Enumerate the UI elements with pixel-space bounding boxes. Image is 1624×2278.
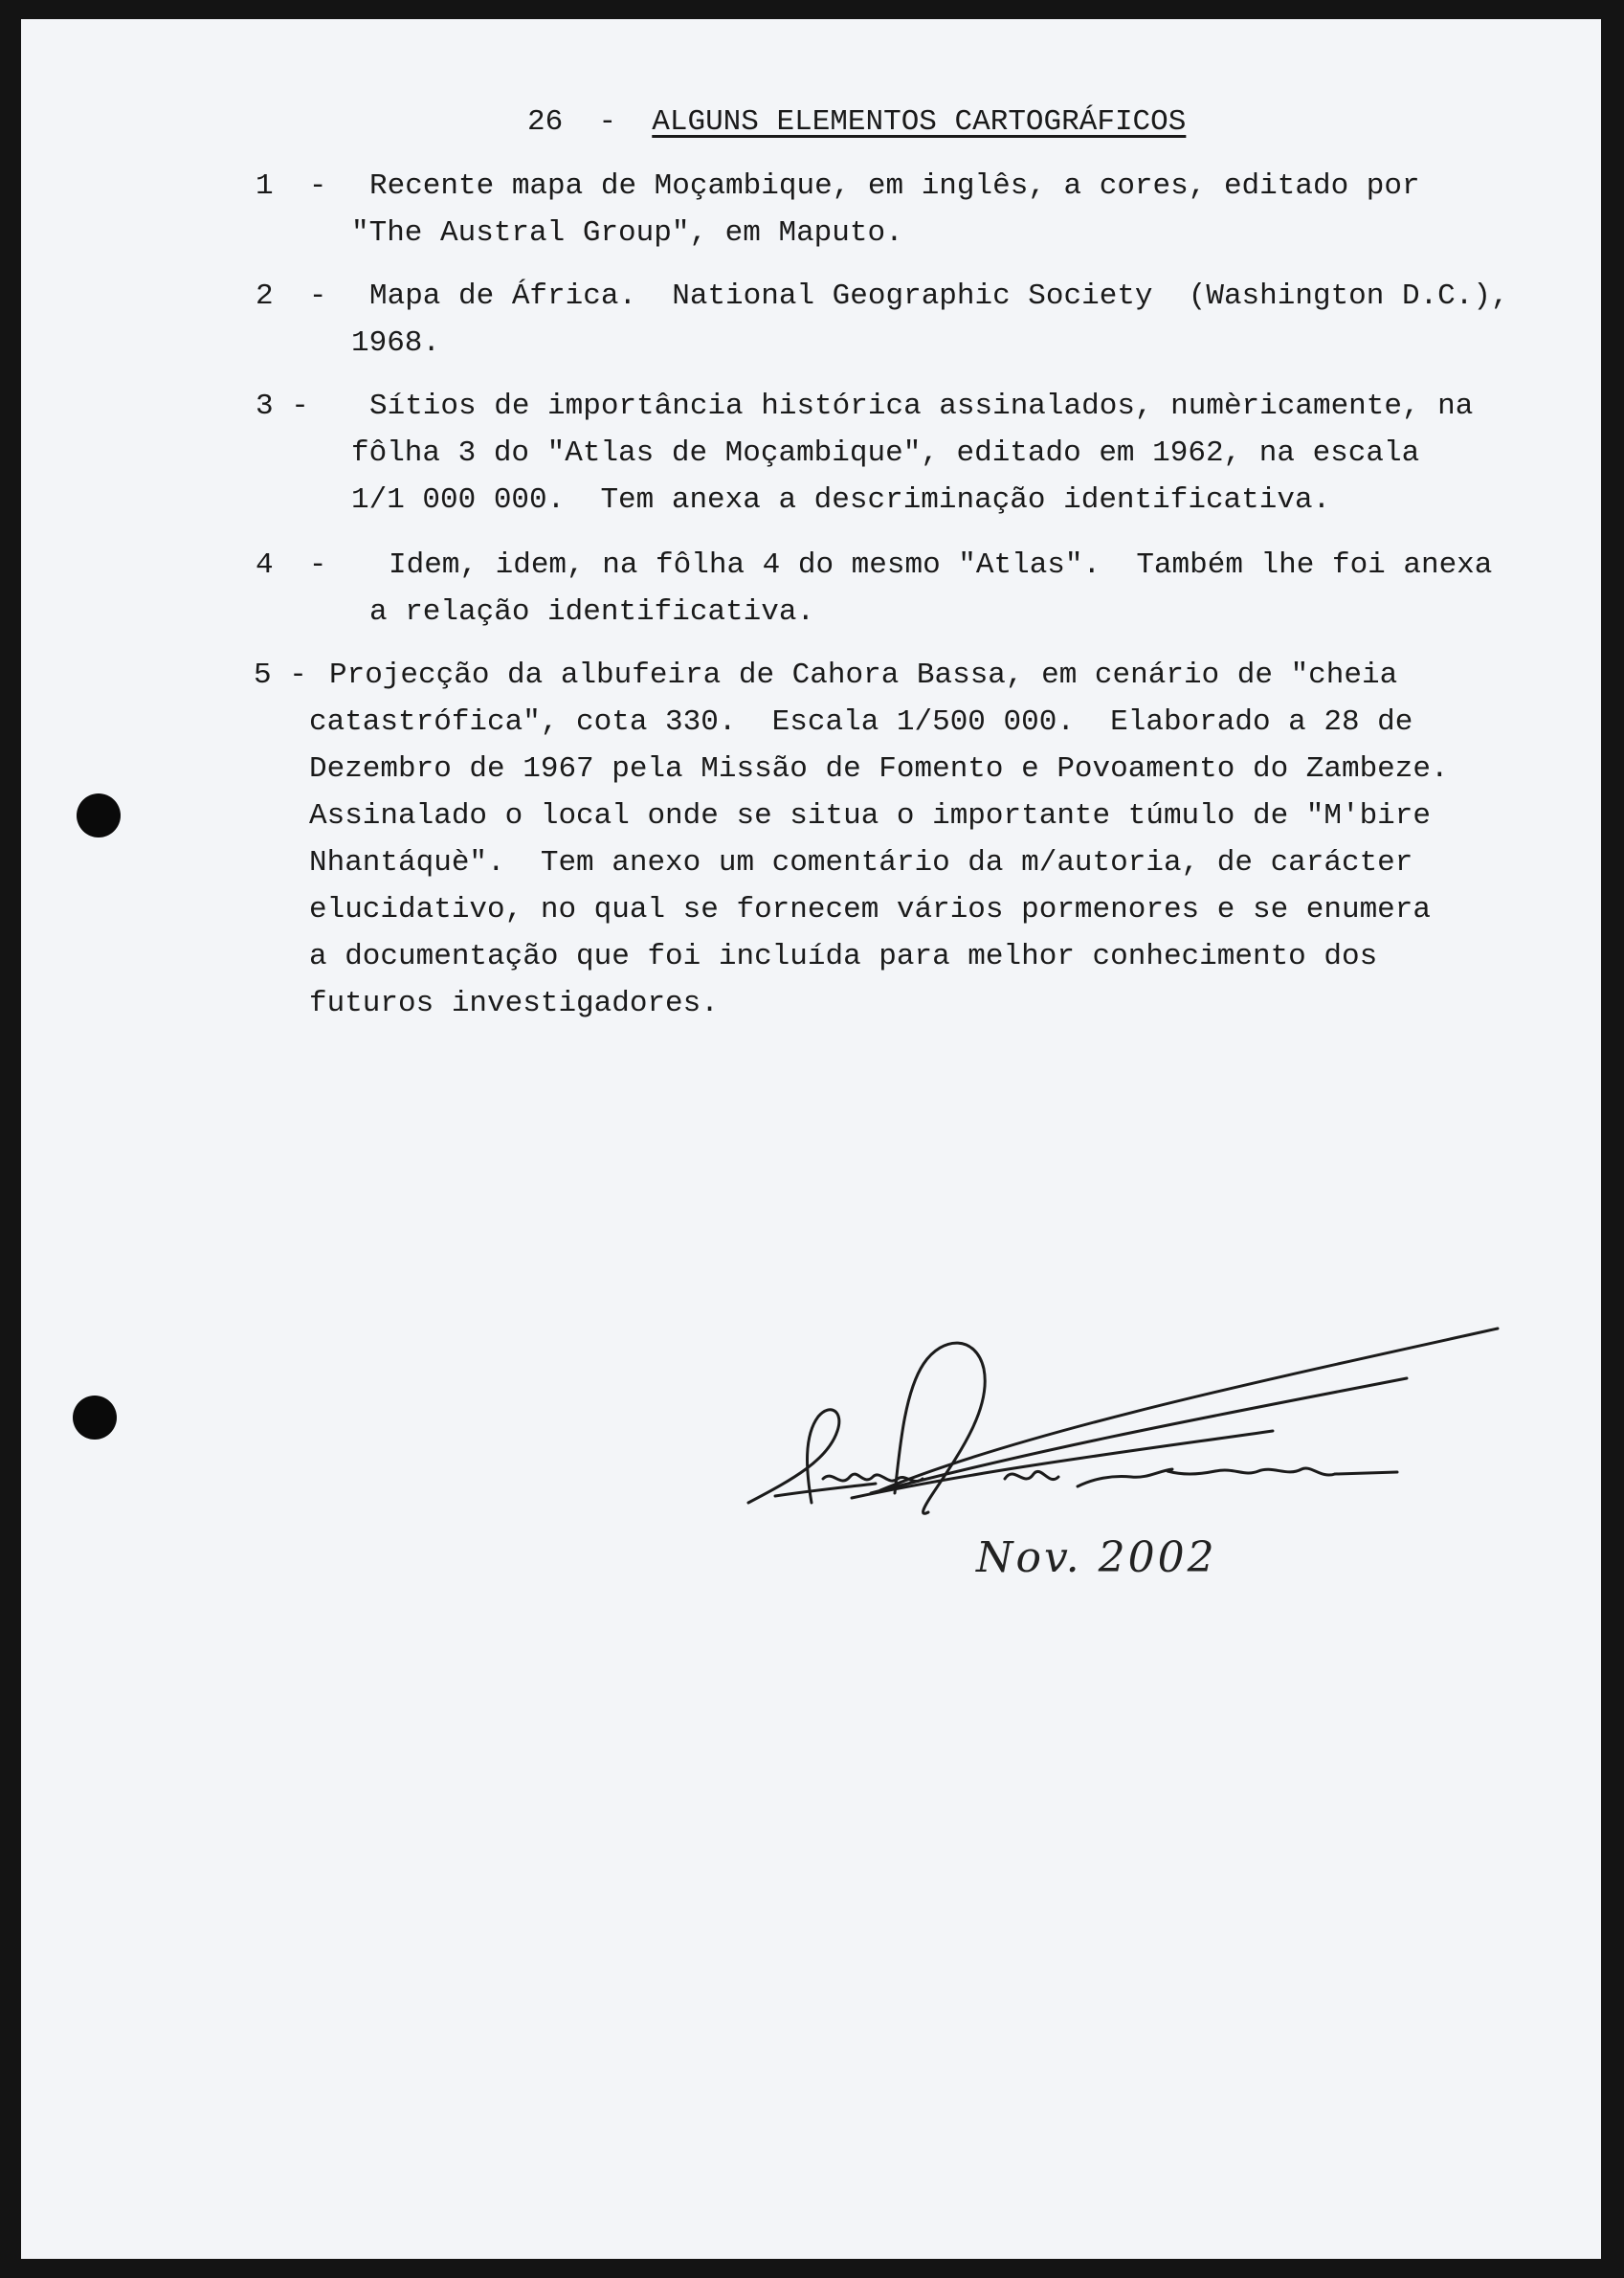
section-number: 26: [527, 105, 564, 139]
punch-hole-top: [77, 793, 121, 838]
item-4-line-2: a relação identificativa.: [369, 595, 815, 629]
item-3-marker: 3 -: [256, 390, 309, 423]
item-5-line-4: Assinalado o local onde se situa o importante túmulo de "M'bire: [309, 799, 1431, 833]
handwritten-signature: [737, 1326, 1512, 1531]
item-5-line-3: Dezembro de 1967 pela Missão de Fomento e Povoamento do Zambeze.: [309, 752, 1449, 786]
item-5-line-5: Nhantáquè". Tem anexo um comentário da m/autoria, de carácter: [309, 846, 1413, 880]
item-1-line-1: Recente mapa de Moçambique, em inglês, a cores, editado por: [369, 169, 1420, 203]
document-page: [21, 19, 1601, 2259]
item-2-line-1: Mapa de África. National Geographic Society (Washington D.C.),: [369, 279, 1509, 313]
item-1-line-2: "The Austral Group", em Maputo.: [351, 216, 903, 250]
item-4-line-1: Idem, idem, na fôlha 4 do mesmo "Atlas". Também lhe foi anexa: [389, 548, 1493, 582]
item-3-line-3: 1/1 000 000. Tem anexa a descriminação identificativa.: [351, 483, 1331, 517]
item-5-line-2: catastrófica", cota 330. Escala 1/500 000. Elaborado a 28 de: [309, 705, 1413, 739]
item-3-line-1: Sítios de importância histórica assinalados, numèricamente, na: [369, 390, 1474, 423]
item-5-marker: 5 -: [254, 659, 307, 692]
item-3-line-2: fôlha 3 do "Atlas de Moçambique", editado em 1962, na escala: [351, 436, 1420, 470]
item-1-marker: 1 -: [256, 169, 327, 203]
signature-name: [0, 0, 1, 1]
section-title: ALGUNS ELEMENTOS CARTOGRÁFICOS: [652, 105, 1187, 139]
item-4-marker: 4 -: [256, 548, 327, 582]
signature-date: Nov. 2002: [976, 1533, 1217, 1582]
item-5-line-7: a documentação que foi incluída para melhor conhecimento dos: [309, 940, 1378, 973]
section-heading: [527, 99, 1186, 145]
item-5-line-1: Projecção da albufeira de Cahora Bassa, em cenário de "cheia: [329, 659, 1398, 692]
item-2-marker: 2 -: [256, 279, 327, 313]
item-2-line-2: 1968.: [351, 326, 441, 360]
item-5-line-8: futuros investigadores.: [309, 987, 719, 1020]
item-5-line-6: elucidativo, no qual se fornecem vários pormenores e se enumera: [309, 893, 1431, 927]
section-separator: -: [598, 105, 617, 139]
punch-hole-bottom: [73, 1396, 117, 1440]
